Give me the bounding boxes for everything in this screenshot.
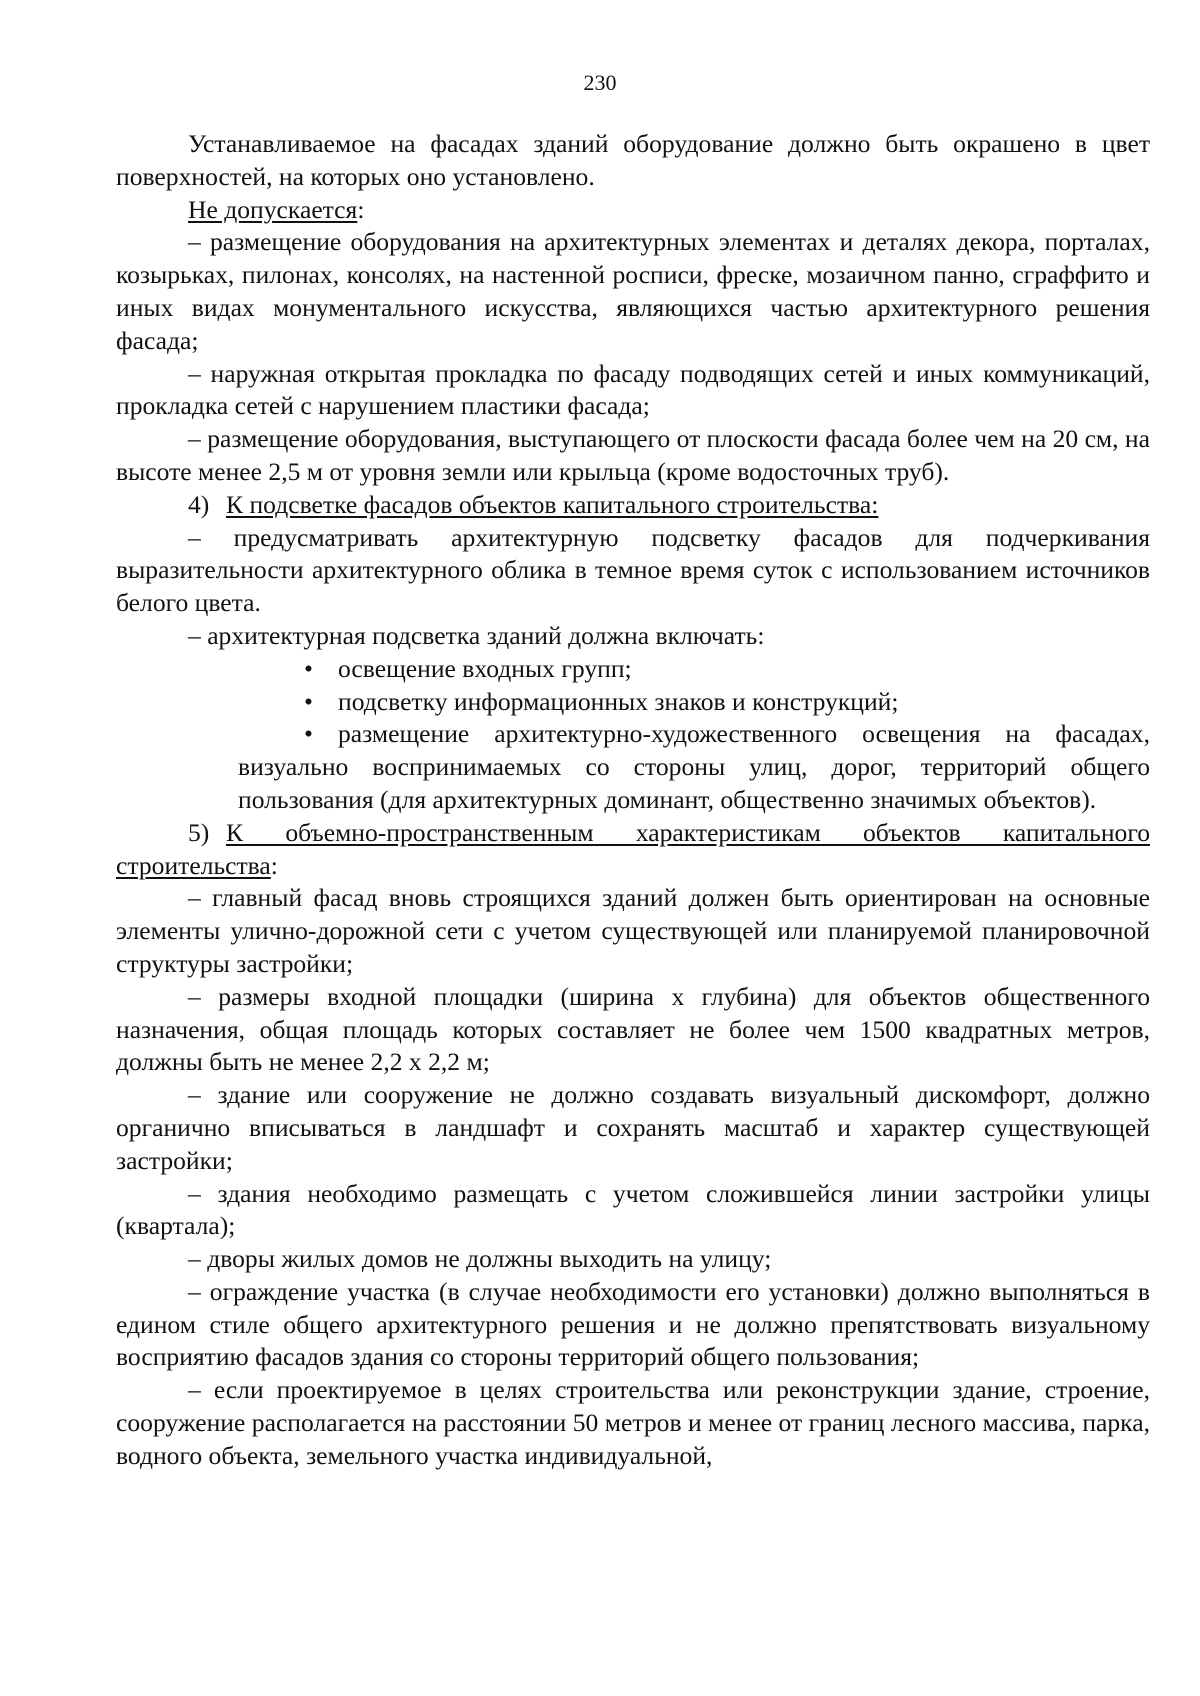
- paragraph-equipment-color: Устанавливаемое на фасадах зданий оборудование должно быть окрашено в цвет поверхностей, на которых оно установлено.: [116, 129, 1150, 191]
- not-allowed-colon: :: [357, 194, 365, 224]
- section-5-item: – здание или сооружение не должно создавать визуальный дискомфорт, должно органично вписываться в ландшафт и сохранять масштаб и характер существующей застройки;: [116, 1080, 1150, 1175]
- bullet-text: размещение архитектурно-художественного освещения на фасадах, визуально воспринимаемых со стороны улиц, дорог, территорий общего пользования (для архитектурных доминант, общественно значимых объектов).: [238, 719, 1150, 814]
- section-4-item: – предусматривать архитектурную подсветку фасадов для подчеркивания выразительности архитектурного облика в темное время суток с использованием источников белого цвета.: [116, 522, 1150, 618]
- bullet-dot: •: [304, 686, 313, 716]
- section-4-title: К подсветке фасадов объектов капитального строительства:: [226, 489, 879, 519]
- document-body: [116, 128, 1150, 1473]
- not-allowed-heading-line: [116, 194, 1150, 227]
- not-allowed-item: – наружная открытая прокладка по фасаду подводящих сетей и иных коммуникаций, прокладка сетей с нарушением пластики фасада;: [116, 358, 1150, 421]
- section-4-heading: [116, 489, 1150, 522]
- bullet-text: освещение входных групп;: [338, 653, 632, 683]
- not-allowed-item: – размещение оборудования, выступающего от плоскости фасада более чем на 20 см, на высоте менее 2,5 м от уровня земли или крыльца (кроме водосточных труб).: [116, 424, 1150, 486]
- section-5-colon: :: [270, 850, 278, 880]
- section-4-item: – архитектурная подсветка зданий должна включать:: [188, 620, 765, 650]
- bullet-item: [238, 653, 1150, 686]
- section-5-item: – ограждение участка (в случае необходимости его установки) должно выполняться в едином стиле общего архитектурного решения и не должно препятствовать визуальному восприятию фасадов здания со стороны территорий общего пользования;: [116, 1276, 1150, 1372]
- section-5-item: – размеры входной площадки (ширина х глубина) для объектов общественного назначения, общая площадь которых составляет не более чем 1500 квадратных метров, должны быть не менее 2,2 х 2,2 м;: [116, 981, 1150, 1077]
- bullet-dot: •: [304, 719, 313, 749]
- section-5-item: – главный фасад вновь строящихся зданий должен быть ориентирован на основные элементы улично-дорожной сети с учетом существующей или планируемой планировочной структуры застройки;: [116, 883, 1150, 978]
- section-5-item: – здания необходимо размещать с учетом сложившейся линии застройки улицы (квартала);: [116, 1178, 1150, 1241]
- not-allowed-item: – размещение оборудования на архитектурных элементах и деталях декора, порталах, козырьках, пилонах, консолях, на настенной росписи, фреске, мозаичном панно, сграффито и иных видах монументального искусства, являющихся частью архитектурного решения фасада;: [116, 227, 1150, 355]
- not-allowed-heading: Не допускается: [188, 194, 358, 224]
- section-5-item: – дворы жилых домов не должны выходить на улицу;: [188, 1244, 772, 1274]
- section-4-number: 4): [188, 489, 210, 519]
- section-5-heading: [116, 817, 1150, 883]
- section-5-title: К объемно-пространственным характеристикам объектов капитального строительства: [116, 817, 1150, 880]
- section-5-item: – если проектируемое в целях строительства или реконструкции здание, строение, сооружение располагается на расстоянии 50 метров и менее от границ лесного массива, парка, водного объекта, земельного участка индивидуальной,: [116, 1375, 1150, 1470]
- page-number: 230: [583, 70, 617, 95]
- bullet-item: [238, 718, 1150, 816]
- bullet-dot: •: [304, 653, 313, 683]
- section-5-number: 5): [188, 817, 210, 847]
- bullet-text: подсветку информационных знаков и конструкций;: [338, 686, 899, 716]
- lighting-bullet-list: [116, 653, 1150, 817]
- bullet-item: [238, 686, 1150, 719]
